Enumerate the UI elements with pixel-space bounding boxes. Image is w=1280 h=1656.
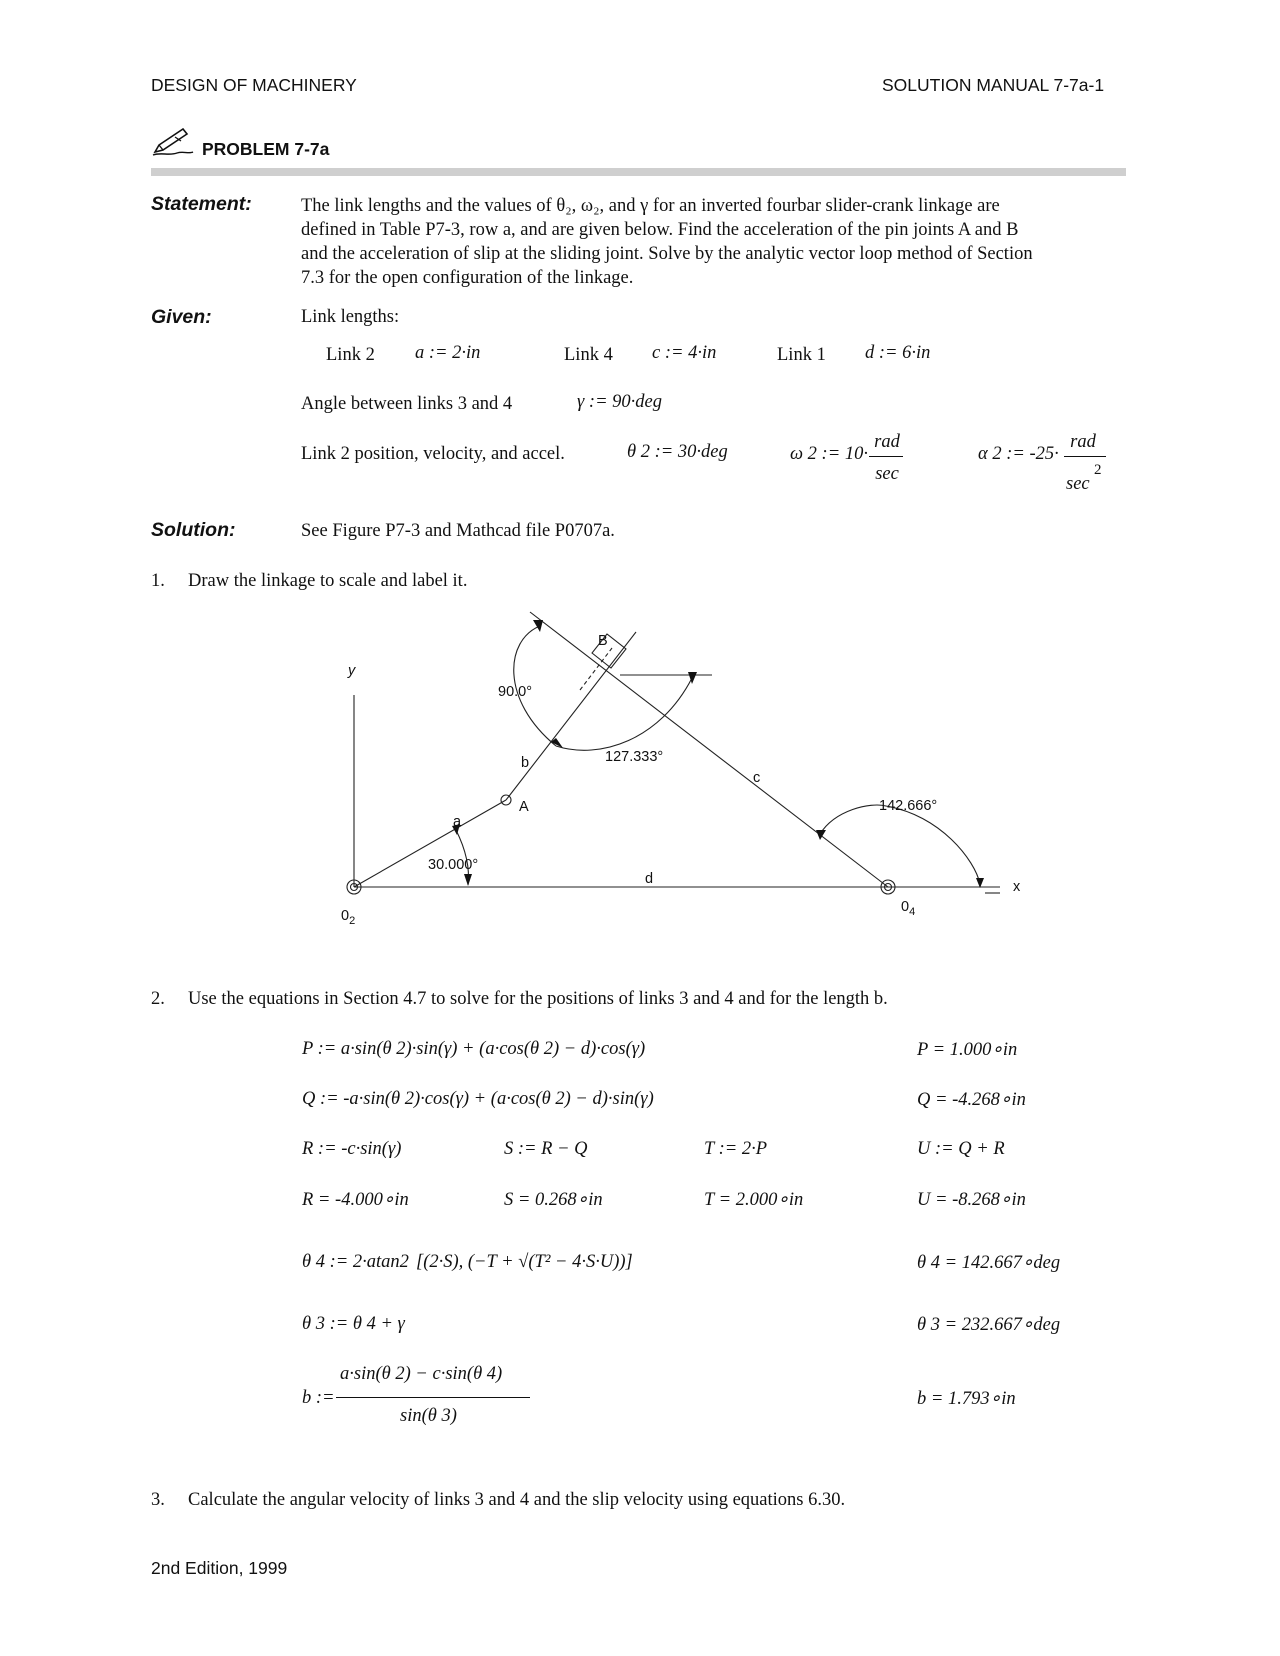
link4-label: Link 4 (564, 345, 613, 365)
statement-label: Statement: (151, 193, 252, 215)
step-number: 2. (151, 989, 165, 1009)
o4-subscript: 4 (909, 905, 916, 918)
link2-equation: a := 2·in (415, 343, 481, 363)
p-definition: P := a·sin(θ 2)·sin(γ) + (a·cos(θ 2) − d)·cos(γ) (302, 1039, 646, 1059)
x-axis-label: x (1013, 879, 1021, 895)
theta2-equation: θ 2 := 30·deg (627, 442, 728, 462)
p-value: P = 1.000∘in (917, 1040, 1018, 1060)
problem-title: PROBLEM 7-7a (202, 139, 330, 159)
alpha2-numerator: rad (1070, 432, 1096, 452)
theta4-definition: θ 4 := 2·atan2 (302, 1252, 409, 1272)
o4-letter: 0 (901, 899, 910, 915)
running-header-left: DESIGN OF MACHINERY (151, 75, 357, 95)
statement-line: defined in Table P7-3, row a, and are given below. Find the acceleration of the pin joints A and B (301, 220, 1019, 240)
theta4-arguments: [(2·S), (−T + √(T² − 4·S·U))] (416, 1252, 633, 1272)
b-numerator: a·sin(θ 2) − c·sin(θ 4) (340, 1364, 503, 1384)
omega2-equation: ω 2 := 10· (790, 444, 868, 464)
step-text: Draw the linkage to scale and label it. (188, 571, 468, 591)
q-definition: Q := -a·sin(θ 2)·cos(γ) + (a·cos(θ 2) − d)·sin(γ) (302, 1089, 654, 1109)
o4-label (901, 899, 915, 918)
link-lengths-heading: Link lengths: (301, 307, 400, 327)
link4-equation: c := 4·in (652, 343, 717, 363)
pin-b-label: B (598, 633, 608, 649)
theta4-value: θ 4 = 142.667∘deg (917, 1253, 1061, 1273)
b-value: b = 1.793∘in (917, 1389, 1016, 1409)
gamma-arrow-top (533, 620, 543, 632)
statement-line: The link lengths and the values of θ₂, ω₂, and γ for an inverted fourbar slider-crank linkage are (301, 196, 1000, 216)
statement-line: and the acceleration of slip at the sliding joint. Solve by the analytic vector loop method of Section (301, 244, 1033, 264)
gamma-angle-label: 90.0° (498, 684, 533, 700)
o2-letter: 0 (341, 908, 350, 924)
statement-line: 7.3 for the open configuration of the linkage. (301, 268, 634, 288)
link-b-label: b (521, 755, 530, 771)
link1-label: Link 1 (777, 345, 826, 365)
link-a-label: a (453, 814, 462, 830)
theta2-angle-label: 30.000° (428, 857, 479, 873)
alpha2-equation: α 2 := -25· (978, 444, 1059, 464)
b-fraction-bar (336, 1397, 530, 1398)
given-label: Given: (151, 306, 212, 328)
theta4-arc (820, 805, 980, 884)
r-definition: R := -c·sin(γ) (302, 1139, 402, 1159)
b-definition: b := (302, 1388, 335, 1408)
t-definition: T := 2·P (704, 1139, 768, 1159)
step-text: Calculate the angular velocity of links 3 and 4 and the slip velocity using equations 6.30. (188, 1490, 846, 1510)
o2-subscript: 2 (349, 914, 356, 927)
b-denominator: sin(θ 3) (400, 1406, 457, 1426)
r-value: R = -4.000∘in (302, 1190, 409, 1210)
step-text: Use the equations in Section 4.7 to solve for the positions of links 3 and 4 and for the length b. (188, 989, 888, 1009)
q-value: Q = -4.268∘in (917, 1090, 1026, 1110)
solution-label: Solution: (151, 519, 236, 541)
t-value: T = 2.000∘in (704, 1190, 804, 1210)
angle-label: Angle between links 3 and 4 (301, 394, 513, 414)
theta3-angle-label: 127.333° (605, 749, 664, 765)
omega2-denominator: sec (875, 464, 899, 484)
pin-a-label: A (519, 799, 529, 815)
running-header-right: SOLUTION MANUAL 7-7a-1 (882, 75, 1105, 95)
theta3-definition: θ 3 := θ 4 + γ (302, 1314, 405, 1334)
theta2-arrow-end (464, 874, 472, 886)
link1-equation: d := 6·in (865, 343, 931, 363)
link-a-line (354, 800, 506, 887)
link-c-line (530, 612, 888, 887)
u-value: U = -8.268∘in (917, 1190, 1026, 1210)
step-number: 3. (151, 1490, 165, 1510)
theta4-angle-label: 142.666° (879, 798, 938, 814)
u-definition: U := Q + R (917, 1139, 1005, 1159)
o2-label (341, 908, 355, 927)
link2-pva-label: Link 2 position, velocity, and accel. (301, 444, 565, 464)
footer-edition: 2nd Edition, 1999 (151, 1558, 288, 1578)
y-axis-label: y (348, 663, 356, 679)
alpha2-exponent: 2 (1094, 462, 1102, 478)
link-d-label: d (645, 871, 654, 887)
gamma-equation: γ := 90·deg (577, 392, 663, 412)
link-b-line (506, 632, 636, 800)
omega2-numerator: rad (874, 432, 900, 452)
s-value: S = 0.268∘in (504, 1190, 603, 1210)
link2-label: Link 2 (326, 345, 375, 365)
theta3-value: θ 3 = 232.667∘deg (917, 1315, 1061, 1335)
theta3-arc (556, 678, 692, 750)
s-definition: S := R − Q (504, 1139, 588, 1159)
step-number: 1. (151, 571, 165, 591)
link-c-label: c (753, 770, 761, 786)
solution-text: See Figure P7-3 and Mathcad file P0707a. (301, 521, 615, 541)
alpha2-denominator: sec (1066, 474, 1090, 494)
